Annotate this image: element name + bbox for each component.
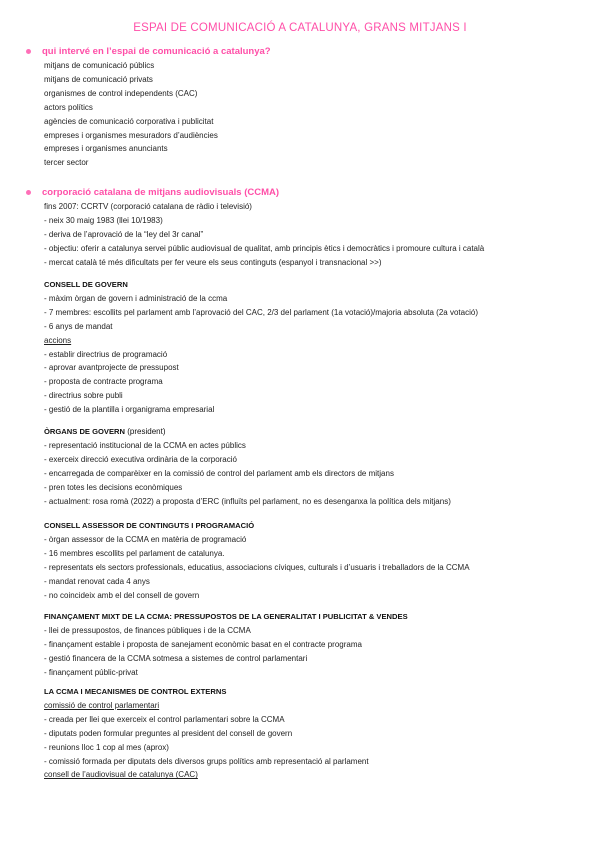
list-item: - aprovar avantprojecte de pressupost (44, 363, 179, 373)
sub-label: consell de l’audiovisual de catalunya (CAC) (44, 770, 198, 780)
list-item: - 6 anys de mandat (44, 321, 113, 331)
list-item: - òrgan assessor de la CCMA en matèria de programació (44, 534, 247, 544)
block-control-externs (44, 685, 580, 782)
block-heading (44, 425, 580, 439)
list-item: agències de comunicació corporativa i publicitat (44, 116, 214, 126)
actors-list (44, 59, 580, 170)
bullet-icon (26, 49, 31, 54)
list-item: fins 2007: CCRTV (corporació catalana de ràdio i televisió) (44, 202, 252, 211)
list-item: organismes de control independents (CAC) (44, 88, 198, 98)
list-item: - diputats poden formular preguntes al president del consell de govern (44, 728, 293, 738)
list-item: actors polítics (44, 102, 93, 112)
sub-label: comissió de control parlamentari (44, 700, 160, 710)
list-item: - representats els sectors professionals, educatius, associacions cíviques, culturals i d’usuaris i treballadors de la CCMA (44, 562, 470, 572)
list-item: - gestió financera de la CCMA sotmesa a sistemes de control parlamentari (44, 653, 308, 663)
list-item: empreses i organismes mesuradors d’audiències (44, 130, 218, 140)
section-actors (26, 44, 580, 170)
list-item: - encarregada de comparèixer en la comissió de control del parlament amb els directors de mitjans (44, 468, 394, 478)
list-item: mitjans de comunicació públics (44, 61, 155, 70)
section-heading-text: qui intervé en l’espai de comunicació a catalunya? (42, 45, 271, 57)
block-consell-assessor (44, 519, 580, 602)
list-item: - reunions lloc 1 cop al mes (aprox) (44, 742, 169, 752)
block-consell-govern (44, 278, 580, 417)
block-financament (44, 610, 580, 680)
block-heading: FINANÇAMENT MIXT DE LA CCMA: PRESSUPOSTOS DE LA GENERALITAT I PUBLICITAT & VENDES (44, 612, 408, 621)
list-item: - neix 30 maig 1983 (llei 10/1983) (44, 215, 163, 225)
block-heading-suffix: (president) (125, 427, 166, 436)
bullet-icon (26, 190, 31, 195)
list-item: - 7 membres: escollits pel parlament amb l’aprovació del CAC, 2/3 del parlament (1a votació)/majoria absoluta (2a votació) (44, 307, 478, 317)
block-organs-govern (44, 425, 580, 508)
block-heading-text: ÒRGANS DE GOVERN (44, 427, 126, 436)
ccma-list (44, 200, 580, 270)
list-item: - deriva de l’aprovació de la “ley del 3r canal” (44, 229, 204, 239)
list-item: empreses i organismes anunciants (44, 144, 168, 154)
section-heading-text: corporació catalana de mitjans audiovisuals (CCMA) (42, 186, 280, 198)
block-heading: CONSELL DE GOVERN (44, 280, 128, 289)
list-item: - mercat català té més dificultats per fer veure els seus continguts (espanyol i transnacional >>) (44, 257, 382, 267)
list-item: - creada per llei que exerceix el control parlamentari sobre la CCMA (44, 714, 285, 724)
block-heading: CONSELL ASSESSOR DE CONTINGUTS I PROGRAMACIÓ (44, 521, 255, 530)
section-heading (26, 44, 580, 58)
list-item: - actualment: rosa romà (2022) a proposta d’ERC (influïts pel parlament, no es desenganxa la política dels mitjans) (44, 496, 451, 506)
block-heading: LA CCMA I MECANISMES DE CONTROL EXTERNS (44, 687, 227, 696)
list-item: tercer sector (44, 158, 89, 168)
list-item: - màxim òrgan de govern i administració de la ccma (44, 293, 228, 303)
list-item: - gestió de la plantilla i organigrama empresarial (44, 405, 215, 415)
page-title: ESPAI DE COMUNICACIÓ A CATALUNYA, GRANS MITJANS I (133, 22, 467, 34)
list-item: - proposta de contracte programa (44, 377, 163, 387)
list-item: - 16 membres escollits pel parlament de catalunya. (44, 548, 225, 558)
list-item: - exerceix direcció executiva ordinària de la corporació (44, 454, 237, 464)
list-item: - finançament públic-privat (44, 667, 138, 677)
list-item: - objectiu: oferir a catalunya servei públic audiovisual de qualitat, amb principis ètics i democràtics i promoure cultura i català (44, 243, 485, 253)
accions-label: accions (44, 335, 72, 345)
section-ccma (26, 185, 580, 270)
list-item: - comissió formada per diputats dels diversos grups polítics amb representació al parlament (44, 756, 369, 766)
list-item: - directrius sobre publi (44, 391, 123, 401)
section-heading (26, 185, 580, 199)
list-item: - finançament estable i proposta de sanejament econòmic basat en el contracte programa (44, 639, 362, 649)
list-item: mitjans de comunicació privats (44, 74, 153, 84)
list-item: - no coincideix amb el del consell de govern (44, 590, 200, 600)
list-item: - representació institucional de la CCMA en actes públics (44, 440, 246, 450)
list-item: - llei de pressupostos, de finances públiques i de la CCMA (44, 625, 251, 635)
list-item: - pren totes les decisions econòmiques (44, 482, 183, 492)
list-item: - establir directrius de programació (44, 349, 168, 359)
list-item: - mandat renovat cada 4 anys (44, 576, 150, 586)
